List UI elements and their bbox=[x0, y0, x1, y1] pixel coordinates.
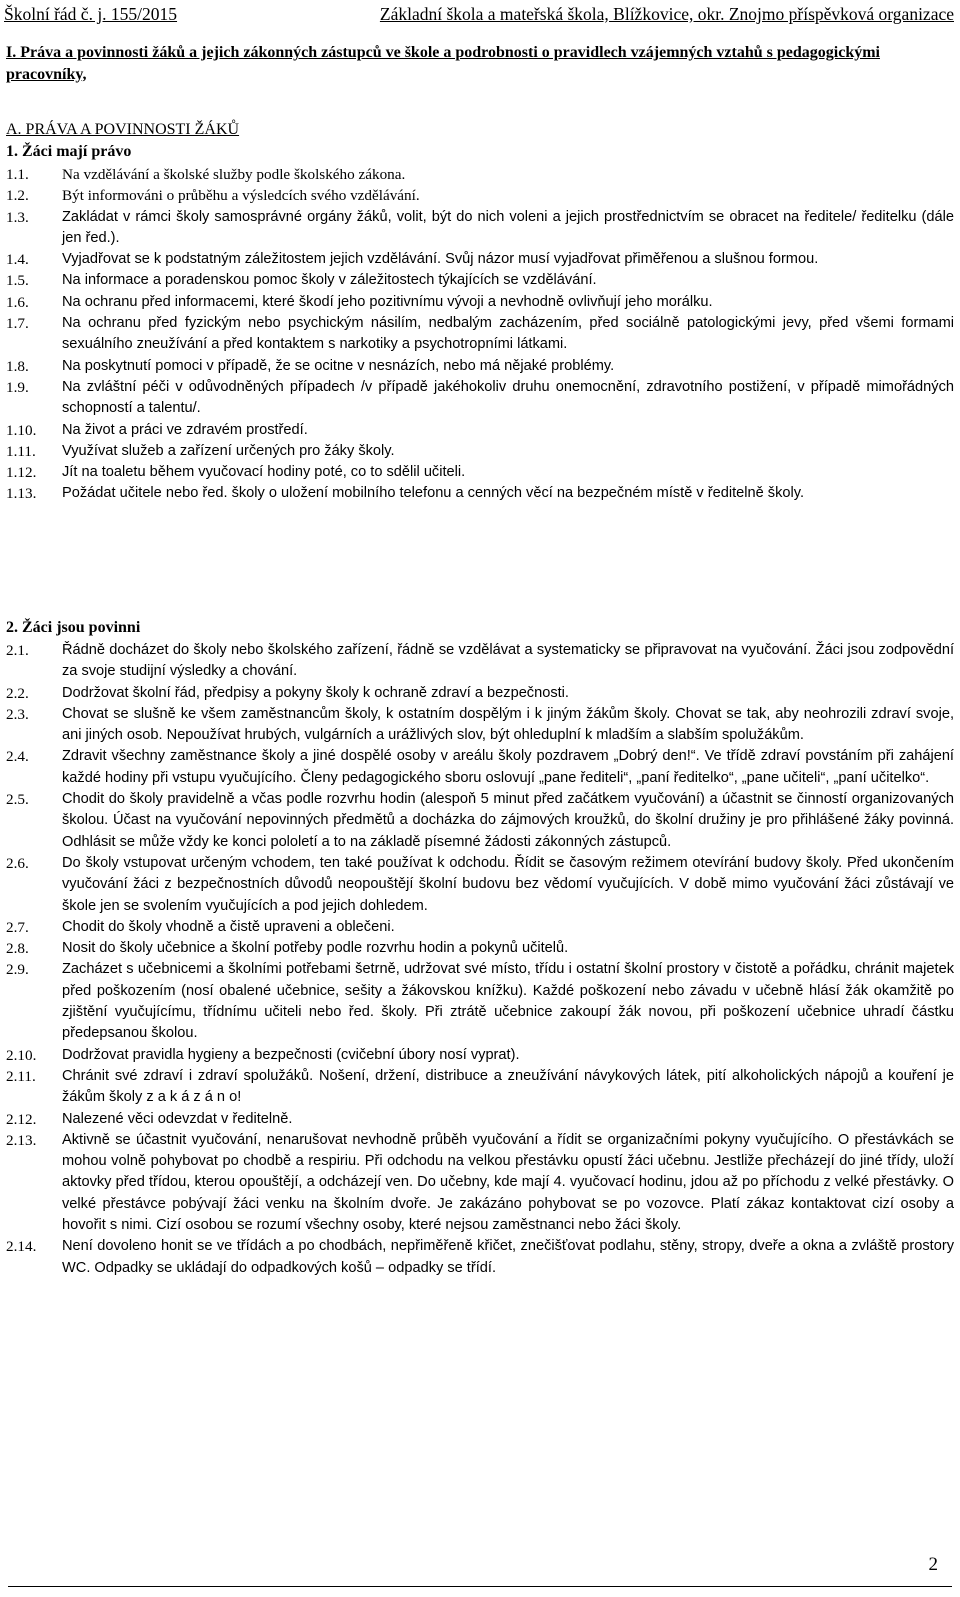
item-number: 1.8. bbox=[6, 357, 29, 375]
duties-heading: 2. Žáci jsou povinni bbox=[6, 619, 141, 636]
rights-list bbox=[6, 164, 954, 505]
item-number: 1.10. bbox=[6, 421, 37, 439]
list-item bbox=[6, 1236, 954, 1279]
list-item bbox=[6, 938, 954, 959]
list-item bbox=[6, 1066, 954, 1109]
item-text: Jít na toaletu během vyučovací hodiny poté, co to sdělil učiteli. bbox=[62, 464, 466, 481]
list-item bbox=[6, 746, 954, 789]
list-item bbox=[6, 313, 954, 356]
item-number: 2.14. bbox=[6, 1238, 37, 1256]
item-text: Není dovoleno honit se ve třídách a po chodbách, nepřiměřeně křičet, znečišťovat podlahu, stěny, stropy, dveře a okna a zvláště prostory WC. Odpadky se ukládají do odpadkových košů – odpadky se třídí. bbox=[62, 1238, 954, 1276]
item-number: 1.3. bbox=[6, 208, 29, 226]
header-school-name: Základní škola a mateřská škola, Blížkovice, okr. Znojmo příspěvková organizace bbox=[379, 4, 954, 24]
item-text: Chovat se slušně ke všem zaměstnancům školy, k ostatním dospělým i k jiným žákům školy. Chovat se tak, aby neohrozili zdraví svoje, ani jiných osob. Nepoužívat hrubých, vulgárních a urážlivých slov, být ohleduplní k mladším a slabším spolužákům. bbox=[62, 705, 954, 744]
item-number: 1.5. bbox=[6, 272, 29, 290]
item-text: Chodit do školy vhodně a čistě upraveni a oblečeni. bbox=[62, 918, 395, 935]
list-item bbox=[6, 420, 954, 441]
item-text: Vyjadřovat se k podstatným záležitostem jejich vzdělávání. Svůj názor musí vyjadřovat přiměřenou a slušnou formou. bbox=[62, 251, 819, 268]
list-item bbox=[6, 704, 954, 747]
page-number: 2 bbox=[928, 1554, 938, 1575]
item-text: Řádně docházet do školy nebo školského zařízení, řádně se vzdělávat a systematicky se připravovat na vyučování. Žáci jsou zodpovědní za svoje studijní výsledky a chování. bbox=[62, 642, 954, 680]
item-number: 1.4. bbox=[6, 251, 29, 269]
item-text: Dodržovat školní řád, předpisy a pokyny školy k ochraně zdraví a bezpečnosti. bbox=[62, 684, 569, 701]
list-item bbox=[6, 1130, 954, 1236]
header-document-id: Školní řád č. j. 155/2015 bbox=[4, 4, 178, 24]
item-number: 2.11. bbox=[6, 1067, 36, 1085]
document-title: I. Práva a povinnosti žáků a jejich zákonných zástupců ve škole a podrobnosti o pravidlech vzájemných vztahů s pedagogickými pracovníky, bbox=[6, 44, 880, 83]
item-number: 2.13. bbox=[6, 1131, 37, 1149]
footer-divider bbox=[8, 1586, 952, 1587]
list-item bbox=[6, 1109, 954, 1130]
item-text: Chránit své zdraví i zdraví spolužáků. Nošení, držení, distribuce a zneužívání návykových látek, pití alkoholických nápojů a kouření je žákům školy z a k á z á n o! bbox=[62, 1067, 954, 1106]
item-text: Na poskytnutí pomoci v případě, že se ocitne v nesnázích, nebo má nějaké problémy. bbox=[62, 357, 615, 374]
item-number: 2.10. bbox=[6, 1046, 37, 1064]
section-a-heading: A. PRÁVA A POVINNOSTI ŽÁKŮ bbox=[6, 121, 240, 138]
list-item bbox=[6, 441, 954, 462]
list-item bbox=[6, 640, 954, 683]
item-text: Na ochranu před fyzickým nebo psychickým násilím, nedbalým zacházením, před sociálně patologickými jevy, před všemi formami sexuálního zneužívání a před kontaktem s narkotiky a psychotropními látkami. bbox=[62, 315, 954, 353]
item-text: Nosit do školy učebnice a školní potřeby podle rozvrhu hodin a pokynů učitelů. bbox=[62, 940, 569, 957]
item-number: 1.7. bbox=[6, 315, 29, 333]
item-number: 2.1. bbox=[6, 642, 29, 659]
item-number: 1.1. bbox=[6, 166, 29, 183]
item-number: 2.8. bbox=[6, 940, 29, 958]
list-item bbox=[6, 462, 954, 483]
item-number: 1.12. bbox=[6, 464, 37, 482]
item-text: Aktivně se účastnit vyučování, nenarušovat nevhodně průběh vyučování a řídit se organizačními pokyny vyučujícího. O přestávkách se mohou volně pohybovat po chodbě a respiriu. Při odchodu na velkou přestávku opustí žáci učebnu. Jestliže přecházejí do jiné třídy, uloží aktovky před třídou, kterou opouštějí, a odcházejí ven. Do učebny, kde mají 4. vyučovací hodinu, jdou až po příchodu z velké přestávky. O velké přestávce pobývají žáci venku na školním dvoře. Je zakázáno pohybovat se po vozovce. Platí zákaz kontaktovat cizí osoby a hovořit s nimi. Cizí osobou se rozumí všechny osoby, které nejsou zaměstnanci nebo žáci školy. bbox=[62, 1131, 954, 1234]
item-text: Na informace a poradenskou pomoc školy v záležitostech týkajících se vzdělávání. bbox=[62, 272, 597, 289]
item-number: 1.9. bbox=[6, 378, 29, 396]
item-text: Na ochranu před informacemi, které škodí jeho pozitivnímu vývoji a nevhodně ovlivňují jeho morálku. bbox=[62, 293, 713, 310]
item-number: 2.6. bbox=[6, 854, 29, 872]
list-item bbox=[6, 1045, 954, 1066]
list-item bbox=[6, 683, 954, 704]
item-text: Chodit do školy pravidelně a včas podle rozvrhu hodin (alespoň 5 minut před začátkem vyučování) a účastnit se činností organizovaných školou. Účast na vyučování nepovinných předmětů a docházka do zájmových kroužků, do školní družiny je pro přihlášené žáky povinná. Odhlásit se může vždy ke konci pololetí a to na základě písemné žádosti zákonných zástupců. bbox=[62, 791, 954, 850]
list-item bbox=[6, 270, 954, 291]
list-item bbox=[6, 789, 954, 853]
item-text: Nalezené věci odevzdat v ředitelně. bbox=[62, 1110, 293, 1127]
list-item bbox=[6, 185, 954, 206]
rights-heading: 1. Žáci mají právo bbox=[6, 143, 132, 160]
item-text: Na zvláštní péči v odůvodněných případech /v případě jakéhokoliv druhu onemocnění, zdravotního postižení, v případě mimořádných schopností a talentu/. bbox=[62, 378, 954, 417]
page-header bbox=[4, 4, 954, 28]
item-text: Dodržovat pravidla hygieny a bezpečnosti (cvičební úbory nosí vyprat). bbox=[62, 1046, 520, 1063]
item-text: Být informováni o průběhu a výsledcích svého vzdělávání. bbox=[62, 187, 420, 205]
item-number: 2.3. bbox=[6, 705, 29, 723]
item-number: 2.9. bbox=[6, 961, 29, 979]
item-text: Využívat služeb a zařízení určených pro žáky školy. bbox=[62, 442, 395, 459]
item-text: Požádat učitele nebo řed. školy o uložení mobilního telefonu a cenných věcí na bezpečném místě v ředitelně školy. bbox=[62, 485, 805, 502]
list-item bbox=[6, 377, 954, 420]
item-number: 2.4. bbox=[6, 748, 29, 766]
item-number: 1.6. bbox=[6, 293, 29, 311]
item-number: 1.11. bbox=[6, 442, 36, 460]
list-item bbox=[6, 483, 954, 504]
item-number: 1.2. bbox=[6, 187, 29, 205]
item-text: Zacházet s učebnicemi a školními potřebami šetrně, udržovat své místo, třídu i ostatní školní prostory v čistotě a pořádku, chránit majetek před poškozením (nosí obalené učebnice, sešity a žákovskou knížku). Každé poškození nebo závadu v učebně hlásí žák okamžitě po zjištění vyučujícímu, třídnímu učiteli nebo řed. školy. Při ztrátě učebnice zakoupí žák novou, při poškození učebnice uhradí částku předepsanou školou. bbox=[62, 961, 954, 1042]
list-item bbox=[6, 249, 954, 270]
list-item bbox=[6, 917, 954, 938]
list-item bbox=[6, 207, 954, 250]
list-item bbox=[6, 292, 954, 313]
item-text: Zdravit všechny zaměstnance školy a jiné dospělé osoby v areálu školy pozdravem „Dobrý den!“. Ve třídě zdraví povstáním při zahájení každé hodiny při vstupu vyučujícího. Členy pedagogického sboru oslovují „pane řediteli“, „paní ředitelko“, „pane učiteli“, „paní učitelko“. bbox=[62, 748, 954, 786]
list-item bbox=[6, 853, 954, 917]
item-number: 2.5. bbox=[6, 791, 29, 809]
list-item bbox=[6, 164, 954, 185]
item-number: 2.12. bbox=[6, 1110, 37, 1128]
item-text: Zakládat v rámci školy samosprávné orgány žáků, volit, být do nich voleni a jejich prostřednictvím se obracet na ředitele/ ředitelku (dále jen řed.). bbox=[62, 208, 954, 246]
item-text: Na život a práci ve zdravém prostředí. bbox=[62, 421, 308, 438]
duties-list bbox=[6, 640, 954, 1279]
item-text: Na vzdělávání a školské služby podle školského zákona. bbox=[62, 166, 406, 183]
item-number: 2.7. bbox=[6, 918, 29, 936]
list-item bbox=[6, 356, 954, 377]
item-number: 2.2. bbox=[6, 684, 29, 702]
item-number: 1.13. bbox=[6, 485, 37, 503]
list-item bbox=[6, 959, 954, 1044]
item-text: Do školy vstupovat určeným vchodem, ten také používat k odchodu. Řídit se časovým režimem otevírání budovy školy. Před ukončením vyučování žáci z bezpečnostních důvodů neopouštějí školní budovu bez vědomí vyučujících. V době mimo vyučování žáci zůstávají ve škole jen se svolením vyučujících a pod jejich dohledem. bbox=[62, 854, 954, 914]
